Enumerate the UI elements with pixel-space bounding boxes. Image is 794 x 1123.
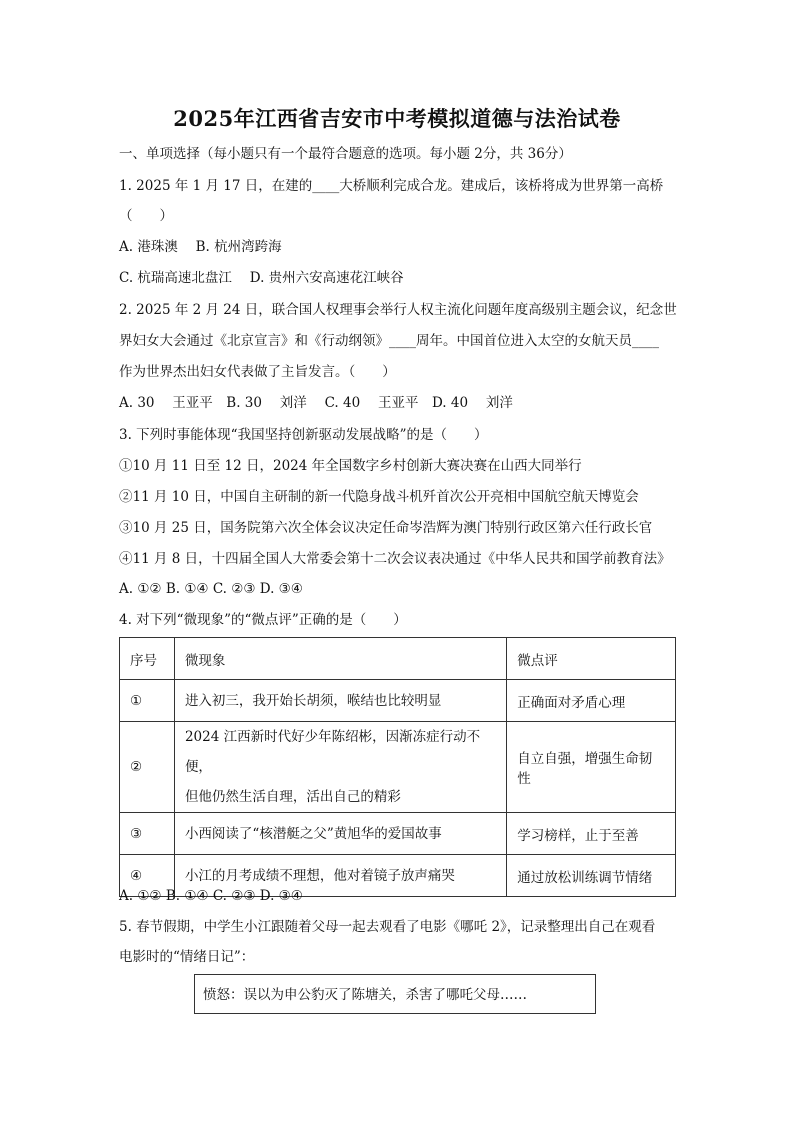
header-comment: 微点评 bbox=[507, 638, 676, 680]
q2-options: A. 30 王亚平 B. 30 刘洋 C. 40 王亚平 D. 40 刘洋 bbox=[119, 395, 513, 411]
micro-phenomena-table bbox=[119, 637, 676, 897]
row-number: ① bbox=[120, 680, 175, 722]
q1-options-cd: C. 杭瑞高速北盘江 D. 贵州六安高速花江峡谷 bbox=[119, 270, 404, 286]
q3-options: A. ①② B. ①④ C. ②③ D. ③④ bbox=[119, 581, 303, 597]
q3-item-3: ③10 月 25 日，国务院第六次全体会议决定任命岑浩辉为澳门特别行政区第六任行政长官 bbox=[119, 520, 653, 536]
row-phenomenon: 2024 江西新时代好少年陈绍彬，因渐冻症行动不便， 但他仍然生活自理，活出自己的精彩 bbox=[174, 722, 506, 813]
q3-stem: 3. 下列时事能体现“我国坚持创新驱动发展战略”的是（ ） bbox=[119, 427, 488, 443]
header-phenomenon: 微现象 bbox=[174, 638, 506, 680]
row-number: ③ bbox=[120, 813, 175, 855]
section-heading: 一、单项选择（每小题只有一个最符合题意的选项。每小题 2分，共 36分） bbox=[119, 146, 572, 162]
q1-options-ab: A. 港珠澳 B. 杭州湾跨海 bbox=[119, 239, 282, 255]
q4-stem: 4. 对下列“微现象”的“微点评”正确的是（ ） bbox=[119, 612, 407, 628]
row-phenomenon: 进入初三，我开始长胡须，喉结也比较明显 bbox=[174, 680, 506, 722]
q2-stem-line2: 界妇女大会通过《北京宣言》和《行动纲领》____周年。中国首位进入太空的女航天员____ bbox=[119, 333, 659, 349]
row-phenomenon: 小西阅读了“核潜艇之父”黄旭华的爱国故事 bbox=[174, 813, 506, 855]
q3-item-4: ④11 月 8 日，十四届全国人大常委会第十二次会议表决通过《中华人民共和国学前教育法》 bbox=[119, 551, 671, 567]
row-number: ④ bbox=[120, 855, 175, 897]
q2-stem-line3: 作为世界杰出妇女代表做了主旨发言。（ ） bbox=[119, 364, 396, 380]
row-comment: 通过放松训练调节情绪 bbox=[507, 855, 676, 897]
row-phenomenon: 小江的月考成绩不理想，他对着镜子放声痛哭 bbox=[174, 855, 506, 897]
q3-item-1: ①10 月 11 日至 12 日，2024 年全国数字乡村创新大赛决赛在山西大同举行 bbox=[119, 458, 582, 474]
row-number: ② bbox=[120, 722, 175, 813]
table-header-row bbox=[120, 638, 676, 680]
table-row bbox=[120, 722, 676, 813]
page-title: 2025年江西省吉安市中考模拟道德与法治试卷 bbox=[173, 106, 621, 131]
header-number: 序号 bbox=[120, 638, 175, 680]
q2-stem-line1: 2. 2025 年 2 月 24 日，联合国人权理事会举行人权主流化问题年度高级别主题会议，纪念世 bbox=[119, 302, 677, 318]
emotion-diary-box: 愤怒：误以为申公豹灭了陈塘关，杀害了哪吒父母…… bbox=[194, 974, 596, 1014]
table-row bbox=[120, 813, 676, 855]
row-comment: 自立自强，增强生命韧性 bbox=[507, 722, 676, 813]
row-comment: 学习榜样，止于至善 bbox=[507, 813, 676, 855]
q3-item-2: ②11 月 10 日，中国自主研制的新一代隐身战斗机歼首次公开亮相中国航空航天博览会 bbox=[119, 489, 639, 505]
q4-options: A. ①② B. ①④ C. ②③ D. ③④ bbox=[119, 888, 303, 904]
q5-stem-line2: 电影时的“情绪日记”： bbox=[119, 949, 255, 965]
q1-stem-line1: 1. 2025 年 1 月 17 日，在建的____大桥顺利完成合龙。建成后，该桥将成为世界第一高桥 bbox=[119, 178, 664, 194]
table-row bbox=[120, 680, 676, 722]
q1-stem-line2: （ ） bbox=[119, 208, 173, 224]
row-comment: 正确面对矛盾心理 bbox=[507, 680, 676, 722]
q5-stem-line1: 5. 春节假期，中学生小江跟随着父母一起去观看了电影《哪吒 2》，记录整理出自己在观看 bbox=[119, 919, 656, 935]
